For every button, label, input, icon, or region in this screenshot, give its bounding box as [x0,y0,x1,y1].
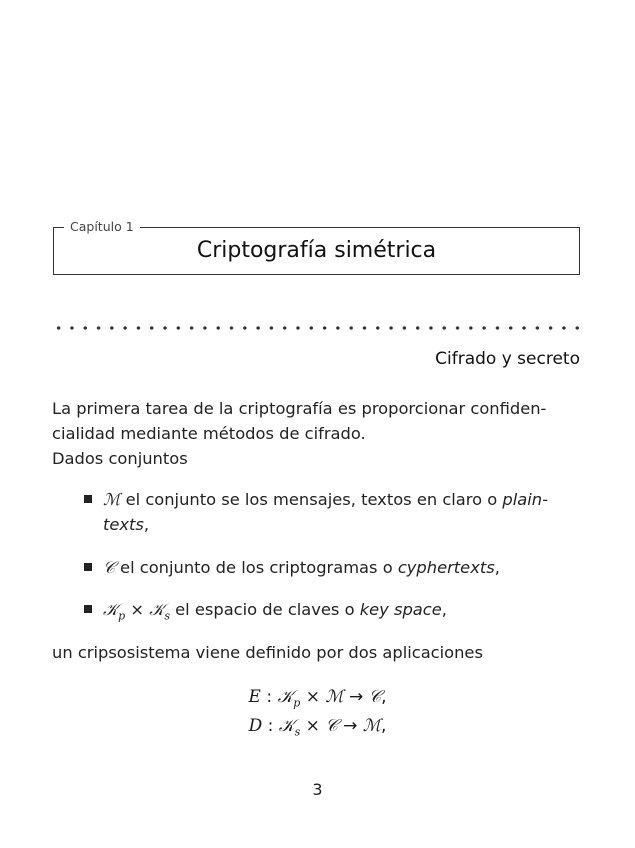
math-subscript: s [164,609,170,623]
section-heading: Cifrado y secreto [435,349,580,369]
item-text: el conjunto de los criptogramas o [114,558,398,577]
math-subscript: p [293,696,301,710]
outro-paragraph: un cripsosistema viene definido por dos aplicaciones [52,643,483,662]
math-tail: , [381,687,387,707]
item-emphasis: texts [103,515,144,534]
math-colon: : [260,687,278,707]
chapter-frame [53,219,580,275]
equation-decrypt [0,714,635,739]
intro-line: La primera tarea de la criptografía es proporcionar confiden- [52,399,547,418]
math-colon: : [262,716,279,736]
math-tail: , [380,716,387,736]
bullet-marker [84,605,92,613]
list-item [103,555,583,580]
bullet-marker [84,495,92,503]
intro-paragraph [52,396,582,471]
item-line [103,487,583,512]
page-number: 3 [312,780,323,799]
chapter-title: Criptografía simétrica [196,238,437,263]
item-tail: , [494,558,500,577]
math-symbol: ℳ [103,490,121,509]
math-symbol: 𝒞 [103,558,115,577]
intro-line: cialidad mediante métodos de cifrado. [52,424,366,443]
item-text: el conjunto se los mensajes, textos en claro o [120,490,503,509]
item-emphasis: key space [359,600,442,619]
math-symbol: 𝒦 [103,600,119,619]
math-symbol: 𝒞 [368,687,382,707]
math-subscript: s [294,725,301,739]
equation-encrypt [0,685,635,710]
item-line [103,512,583,537]
item-emphasis: cyphertexts [397,558,495,577]
intro-line: Dados conjuntos [52,449,188,468]
math-symbol: 𝒦 [277,687,294,707]
list-item [103,487,583,537]
bullet-marker [84,563,92,571]
math-operator: × [125,600,150,619]
math-arrow: → [343,687,369,707]
item-text: el espacio de claves o [169,600,360,619]
math-symbol: 𝒞 [325,716,338,736]
math-operator: × [300,687,326,707]
math-arrow: → [337,716,363,736]
item-emphasis: plain- [502,490,548,509]
list-item [103,597,583,622]
dotted-divider [52,324,580,332]
item-tail: , [143,515,150,534]
math-function: D [248,716,263,736]
math-function: E [248,687,261,707]
item-tail: , [441,600,447,619]
math-subscript: p [118,609,126,623]
math-symbol: ℳ [325,687,344,707]
math-operator: × [300,716,326,736]
math-symbol: ℳ [362,716,381,736]
chapter-label: Capítulo 1 [64,218,140,236]
math-symbol: 𝒦 [149,600,165,619]
math-symbol: 𝒦 [278,716,295,736]
